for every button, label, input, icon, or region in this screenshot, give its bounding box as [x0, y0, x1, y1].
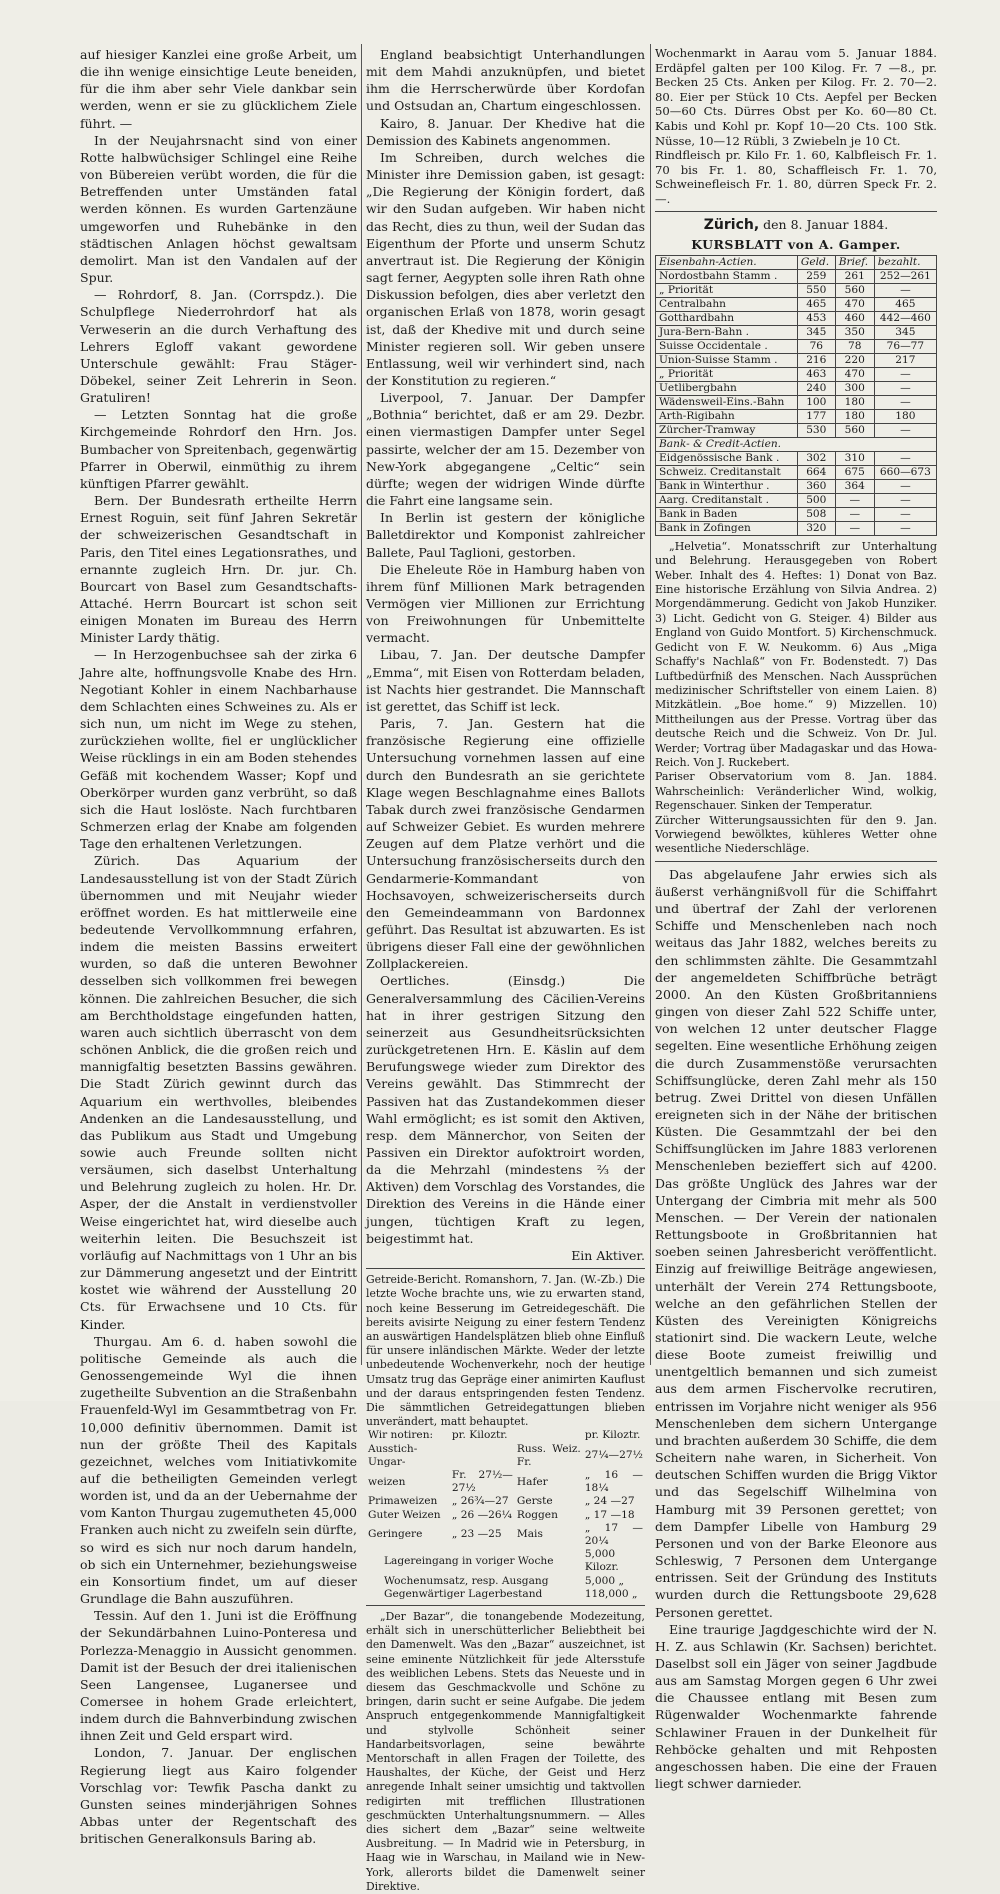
article-herzogenbuchsee: — In Herzogenbuchsee sah der zirka 6 Jahre alte, hoffnungsvolle Knabe des Hrn. Negotiant Kohler in einem Nachbarhause dem Schlachten eines Schweines zu. Als er sich nun, um nicht im Wege zu stehen, zurückziehen wollte, fiel er unglücklicher Weise rücklings in ein am Boden stehendes Gefäß mit kochendem Wasser; Kopf und Oberkörper wurden ganz verbrüht, so daß sich die Haut loslöste. Nach furchtbaren Schmerzen erlag der Knabe am folgenden Tage den erhaltenen Verletzungen. [80, 647, 357, 852]
wochenmarkt-aarau: Wochenmarkt in Aarau vom 5. Januar 1884. Erdäpfel galten per 100 Kilog. Fr. 7 —8., pr. Becken 25 Cts. Anken per Kilog. Fr. 2. 70—2. 80. Eier per Stück 10 Cts. Aepfel per Becken 50—60 Cts. Dürres Obst per Ko. 60—80 Ct. Kabis und Kohl pr. Kopf 10—20 Cts. 100 Stk. Nüsse, 10—12 Rübli, 3 Zwiebeln je 10 Ct. [655, 46, 937, 148]
article-london: London, 7. Januar. Der englischen Regierung liegt aus Kairo folgender Vorschlag vor: Tewfik Pascha dankt zu Gunsten seines minderjährigen Sohnes Abbas unter der Regentschaft des britischen Generalkonsuls Baring ab. [80, 1745, 357, 1847]
table-row [656, 339, 937, 353]
table-cell: — [874, 283, 936, 297]
article-oertliches: Oertliches. (Einsdg.) Die Generalversammlung des Cäcilien-Vereins hat in ihrer gestrigen Sitzung den seinerzeit aus Gesundheitsrücksichten zurückgetretenen Hrn. E. Käslin auf dem Berufungswege wieder zum Direktor des Vereins gewählt. Das Stimmrecht der Passiven hat das Zustandekommen dieser Wahl ermöglicht; es ist somit den Aktiven, resp. dem Männerchor, von Seiten der Passiven ein Direktor aufoktroirt worden, da die Mehrzahl (mindestens ⅔ der Aktiven) dem Vorschlag des Vorstandes, die Direktion des Vereins in die Hände einer jungen, tüchtigen Kraft zu legen, beigestimmt hat. [366, 973, 645, 1246]
table-cell: Aarg. Creditanstalt . [656, 493, 798, 507]
table-cell: weizen [368, 1475, 406, 1488]
table-cell [450, 1443, 515, 1469]
article-libau: Libau, 7. Jan. Der deutsche Dampfer „Emma“, mit Eisen von Rotterdam beladen, ist Nachts hier gestrandet. Die Mannschaft ist gerettet, das Schiff ist leck. [366, 647, 645, 714]
table-cell: pr. Kiloztr. [451, 1429, 508, 1442]
article-signature: Ein Aktiver. [571, 1247, 645, 1263]
article-thurgau: Thurgau. Am 6. d. haben sowohl die politische Gemeinde als auch die Genossengemeinde Wyl die ihnen zugetheilte Subvention an die Straßenbahn Frauenfeld-Wyl im Gesammtbetrag von Fr. 10,000 definitiv übernommen. Damit ist nun der größte Theil des Kapitals gezeichnet, welches vom Initiativkomite auf die betheiligten Gemeinden verlegt worden ist, und da an der Uebernahme der vom Kanton Thurgau zugemutheten 45,000 Franken auch nicht zu zweifeln sein dürfte, so wird es sich nur noch darum handeln, ob sich ein Unternehmer, beziehungsweise ein Konsortium findet, um auf dieser Grundlage die Bahn auszuführen. [80, 1333, 357, 1607]
table-row [656, 269, 937, 283]
table-cell: „ Priorität [656, 283, 798, 297]
article-neujahrsnacht: In der Neujahrsnacht sind von einer Rotte halbwüchsiger Schlingel eine Reihe von Bübereien verübt worden, die für die Betreffenden unter Umständen fatal werden können. Es wurden Gartenzäune umgeworfen und Ruhebänke in den städtischen Anlagen höchst gewaltsam demolirt. Man ist den Vandalen auf der Spur. [80, 132, 357, 286]
table-cell: 261 [835, 269, 874, 283]
table-row [656, 465, 937, 479]
table-cell: pr. Kiloztr. [584, 1429, 641, 1442]
table-header: bezahlt. [874, 255, 936, 269]
table-row [656, 409, 937, 423]
table-cell: Wädensweil-Eins.-Bahn [656, 395, 798, 409]
notices [655, 540, 937, 857]
table-cell: 660—673 [874, 465, 936, 479]
table-row [656, 367, 937, 381]
table-cell: — [874, 451, 936, 465]
table-cell: „ 26¾—27 [451, 1495, 509, 1508]
table-row [366, 1588, 645, 1601]
table-cell: 345 [797, 325, 835, 339]
table-cell: 550 [797, 283, 835, 297]
getreide-table [366, 1429, 645, 1601]
table-cell: Gotthardbahn [656, 311, 798, 325]
table-row [656, 521, 937, 535]
table-cell: Roggen [516, 1508, 558, 1521]
table-cell: „ 26 —26¼ [451, 1508, 512, 1521]
article-schiffahrt: Das abgelaufene Jahr erwies sich als äußerst verhängnißvoll für die Schiffahrt und übertraf der Zahl der verlorenen Schiffe und Menschenleben nach noch weitaus das Jahr 1882, welches bereits zu den schlimmsten zählte. Die Gesammtzahl der angemeldeten Schiffbrüche beträgt 2000. An den Küsten Großbritanniens gingen von dieser Zahl 522 Schiffe unter, von welchen 12 unter deutscher Flagge segelten. Eine wesentliche Erhöhung zeigen die durch Zusammenstöße verursachten Schiffsunglücke, deren Zahl mehr als 150 betrug. Zwei Drittel von diesen Unfällen ereigneten sich in der Nähe der britischen Küsten. Die Gesammtzahl der bei den Schiffsunglücken im Jahre 1883 verlorenen Menschenleben bezieffert sich auf 4200. Das größte Unglück des Jahres war der Untergang der Cimbria mit mehr als 500 Menschen. — Der Verein der nationalen Rettungsboote in Großbritannien hat soeben seinen Jahresbericht veröffentlicht. Einzig auf freiwillige Beiträge angewiesen, unterhält der Verein 274 Rettungsboote, welche an den gefährlichen Stellen der Küsten des Vereinigten Königreichs stationirt sind. Die wackern Leute, welche diese Boote zumeist freiwillig und unentgeltlich bemannen und sich zumeist aus dem armen Fischervolke recrutiren, entrissen im Vorjahre nicht weniger als 956 Menschenleben dem sichern Untergange und brachten außerdem 30 Schiffe, die dem Scheitern nahe waren, in Sicherheit. Von deutschen Schiffen wurden die Brigg Viktor und das Segelschiff Wilhelmina von Hamburg mit 39 Personen gerettet; von dem Dampfer Libelle von Hamburg 29 Personen und von der Barke Eleonore aus Schleswig, 7 Personen dem Untergange entrissen. Seit der Gründung des Instituts wurden durch die Rettungsboote 29,628 Personen gerettet. [655, 866, 937, 1620]
divider [655, 861, 937, 862]
table-cell: „ 24 —27 [584, 1495, 635, 1508]
article-jagdgeschichte: Eine traurige Jagdgeschichte wird der N. H. Z. aus Schlawin (Kr. Sachsen) berichtet. Daselbst soll ein Jäger von seiner Jagdbude aus am Samstag Morgen gegen 6 Uhr zwei die Chaussee entlang mit Besen zum Rügenwalder Wochenmarkte fahrende Schlawiner Frauen in der Dunkelheit für Rehböcke gehalten und mit Rehposten angeschossen haben. Die eine der Frauen liegt schwer darnieder. [655, 1621, 937, 1792]
table-cell: Union-Suisse Stamm . [656, 353, 798, 367]
table-cell: Primaweizen [368, 1495, 438, 1508]
table-cell: 442—460 [874, 311, 936, 325]
table-cell: 217 [874, 353, 936, 367]
table-cell: Suisse Occidentale . [656, 339, 798, 353]
article-zuerich-aquarium: Zürich. Das Aquarium der Landesausstellung ist von der Stadt Zürich übernommen und mit Neujahr wieder eröffnet worden. Es hat mittlerweile eine bedeutende Vervollkommnung erfahren, indem die meisten Bassins erweitert wurden, so daß die unteren Bewohner desselben sich vollkommen frei bewegen können. Die zahlreichen Besucher, die sich am Berchtholdstage eingefunden hatten, waren auch sichtlich überrascht von dem schönen Anblick, die die großen reich und mannigfaltig besetzten Bassins gewähren. Die Stadt Zürich gewinnt durch das Aquarium ein werthvolles, bleibendes Andenken an die Landesausstellung, und das Publikum aus Stadt und Umgebung sowie auch Freunde sollten nicht versäumen, sich daselbst Unterhaltung und Belehrung zugleich zu holen. Hr. Dr. Asper, der die Anstalt in verdienstvoller Weise eingerichtet hat, wird dieselbe auch weiterhin leiten. Die Besuchszeit ist vorläufig auf Nachmittags von 1 Uhr an bis zur Dämmerung angesetzt und der Eintritt kostet wie während der Ausstellung 20 Cts. für Erwachsene und 10 Cts. für Kinder. [80, 853, 357, 1332]
table-cell: Gerste [516, 1495, 553, 1508]
column-rule [361, 44, 362, 1365]
kursblatt-date: den 8. Januar 1884. [763, 216, 889, 232]
table-cell: Mais [516, 1528, 543, 1541]
table-cell: 180 [835, 409, 874, 423]
table-cell: — [874, 423, 936, 437]
table-cell: 118,000 „ [584, 1587, 638, 1600]
table-row [656, 353, 937, 367]
table-cell: 180 [835, 395, 874, 409]
getreide-bericht [366, 1273, 645, 1601]
table-cell: Wir notiren: [368, 1429, 434, 1442]
table-row [656, 283, 937, 297]
table-cell: 240 [797, 381, 835, 395]
pariser-observatorium: Pariser Observatorium vom 8. Jan. 1884. Wahrscheinlich: Veränderlicher Wind, wolkig, Regenschauer. Sinken der Temperatur. [655, 770, 937, 813]
table-cell: 530 [797, 423, 835, 437]
table-cell: 508 [797, 507, 835, 521]
table-cell: — [874, 507, 936, 521]
table-row [656, 507, 937, 521]
article-bern: Bern. Der Bundesrath ertheilte Herrn Ernest Roguin, seit fünf Jahren Sekretär der schweizerischen Gesandtschaft in Paris, den Titel eines Legationsrathes, und ernannte zugleich Hrn. Dr. jur. Ch. Bourcart von Basel zum Gesandtschafts-Attaché. Herrn Bourcart ist schon seit einigen Monaten im Bureau des Herrn Minister Lardy thätig. [80, 493, 357, 646]
table-cell: 320 [797, 521, 835, 535]
table-cell: 345 [874, 325, 936, 339]
table-cell: „ 17 —18 [584, 1508, 635, 1521]
article-ministerschreiben: Im Schreiben, durch welches die Minister ihre Demission gaben, ist gesagt: „Die Regierung der Königin fordert, daß wir den Sudan aufgeben. Wir haben nicht das Recht, dies zu thun, weil der Sudan das Eigenthum der Pforte und unserm Schutz anvertraut ist. Die Regierung der Königin sagt ferner, Aegypten solle ihren Rath ohne Diskussion befolgen, dies aber verletzt den organischen Erlaß von 1878, worin gesagt ist, daß der Khedive mit und durch seine Minister regieren soll. Wir geben unsere Entlassung, weil wir verhindert sind, nach der Konstitution zu regieren.“ [366, 149, 645, 388]
kursblatt-title: KURSBLATT von A. Gamper. [691, 236, 901, 252]
article-paris: Paris, 7. Jan. Gestern hat die französische Regierung eine offizielle Untersuchung vornehmen lassen auf eine durch den Bundesrath an sie gerichtete Klage wegen Beschlagnahme eines Ballots Tabak durch zwei französische Gendarmen auf Schweizer Gebiet. Es wurden mehrere Zeugen auf dem Platze verhört und die Untersuchung französischerseits durch den Gendarmerie-Kommandant von Hochsavoyen, schweizerischerseits durch den Gemeindeammann von Bardonnex geführt. Das Resultat ist abzuwarten. Es ist übrigens dieser Fall eine der gewöhnlichen Zollplackereien. [366, 716, 645, 972]
table-cell: — [874, 479, 936, 493]
table-row [656, 423, 937, 437]
zuercher-witterung: Zürcher Witterungsaussichten für den 9. Jan. Vorwiegend bewölktes, kühleres Wetter ohne wesentliche Niederschläge. [655, 813, 937, 856]
table-row [656, 381, 937, 395]
table-cell: Jura-Bern-Bahn . [656, 325, 798, 339]
divider [366, 1605, 645, 1606]
table-cell: — [874, 493, 936, 507]
table-cell: 500 [797, 493, 835, 507]
table-section: Bank- & Credit-Actien. [656, 437, 937, 451]
table-cell: — [874, 381, 936, 395]
table-row [366, 1522, 645, 1548]
divider [366, 1268, 645, 1269]
table-cell: — [835, 521, 874, 535]
table-row [656, 311, 937, 325]
table-row [366, 1469, 645, 1495]
kursblatt-dateline [655, 216, 937, 234]
kursblatt-table [655, 255, 937, 536]
table-cell: „ 17 —20¼ [584, 1521, 643, 1547]
table-cell: 675 [835, 465, 874, 479]
table-cell: Bank in Winterthur . [656, 479, 798, 493]
article-berlin: In Berlin ist gestern der königliche Balletdirektor und Komponist zahlreicher Ballete, Paul Taglioni, gestorben. [366, 510, 645, 560]
table-header: Brief. [835, 255, 874, 269]
table-cell: Guter Weizen [368, 1508, 441, 1521]
article-rohrdorf: — Rohrdorf, 8. Jan. (Corrspdz.). Die Schulpflege Niederrohrdorf hat als Verweserin an die durch Verhaftung des Lehrers Egloff vakant gewordene Unterschule gewählt: Frau Stäger-Döbekel, seiner Zeit Lehrerin in Seon. Gratuliren! [80, 287, 357, 406]
table-cell: 364 [835, 479, 874, 493]
table-row [366, 1429, 645, 1442]
table-cell: Fr. 27½—27½ [451, 1468, 513, 1495]
table-cell: — [835, 493, 874, 507]
column-rule [650, 44, 651, 1365]
table-header: Geld. [797, 255, 835, 269]
table-cell: 100 [797, 395, 835, 409]
table-cell: 560 [835, 283, 874, 297]
table-cell: 76—77 [874, 339, 936, 353]
table-cell: 259 [797, 269, 835, 283]
table-cell [515, 1429, 583, 1442]
article-kanzlei: auf hiesiger Kanzlei eine große Arbeit, um die ihn wenige einsichtige Leute beneiden, für die ihm aber sehr Viele dankbar sein werden, wenn er sie zu glücklichem Ziele führt. — [80, 47, 357, 131]
table-cell: „ Priorität [656, 367, 798, 381]
article-tessin: Tessin. Auf den 1. Juni ist die Eröffnung der Sekundärbahnen Luino-Ponteresa und Porlezza-Menaggio in Aussicht genommen. Damit ist der Besuch der drei italienischen Seen Langensee, Luganersee und Comersee in hohem Grade erleichtert, indem durch die Bahnverbindung zwischen ihnen Zeit und Geld erspart wird. [80, 1608, 357, 1744]
table-cell: Nordostbahn Stamm . [656, 269, 798, 283]
table-row [366, 1443, 645, 1469]
table-row [656, 325, 937, 339]
table-header: Eisenbahn-Actien. [656, 255, 798, 269]
table-cell: Hafer [516, 1475, 548, 1488]
table-cell: 453 [797, 311, 835, 325]
table-cell: 460 [835, 311, 874, 325]
fleischpreise: Rindfleisch pr. Kilo Fr. 1. 60, Kalbfleisch Fr. 1. 70 bis Fr. 1. 80, Schaffleisch Fr. 1. 70, Schweinefleisch Fr. 1. 80, dürren Speck Fr. 2. —. [655, 148, 937, 206]
table-cell: 465 [797, 297, 835, 311]
table-cell: 302 [797, 451, 835, 465]
article-kirchgemeinde: — Letzten Sonntag hat die große Kirchgemeinde Rohrdorf den Hrn. Jos. Bumbacher von Spreitenbach, gegenwärtig Pfarrer in Oberwil, einmüthig zu ihrem künftigen Pfarrer gewählt. [80, 407, 357, 491]
table-cell: 252—261 [874, 269, 936, 283]
table-cell: Bank in Zofingen [656, 521, 798, 535]
table-row [656, 297, 937, 311]
table-cell: Zürcher-Tramway [656, 423, 798, 437]
table-cell: 27¼—27½ [584, 1449, 643, 1462]
table-cell: 470 [835, 297, 874, 311]
wochenmarkt-block [655, 46, 937, 207]
table-row [656, 479, 937, 493]
table-row [656, 395, 937, 409]
article-kairo: Kairo, 8. Januar. Der Khedive hat die Demission des Kabinets angenommen. [366, 115, 645, 148]
table-section-row [656, 437, 937, 451]
column-middle [366, 46, 645, 1893]
article-liverpool: Liverpool, 7. Januar. Der Dampfer „Bothnia“ berichtet, daß er am 29. Dezbr. einen viermastigen Dampfer unter Segel passirte, welcher der am 15. Dezember von New-York abgegangene „Celtic“ sein dürfte; wegen der widrigen Winde dürfte die Fahrt eine langsame sein. [366, 390, 645, 509]
table-cell: Uetlibergbahn [656, 381, 798, 395]
table-cell: Bank in Baden [656, 507, 798, 521]
article-helvetia: „Helvetia“. Monatsschrift zur Unterhaltung und Belehrung. Herausgegeben von Robert Weber. Inhalt des 4. Heftes: 1) Donat von Baz. Eine historische Erzählung von Silvia Andrea. 2) Morgendämmerung. Gedicht von Jakob Hunziker. 3) Licht. Gedicht von G. Steiger. 4) Bilder aus England von Guido Montfort. 5) Kirchenschmuck. Gedicht von F. W. Neukomm. 6) Aus „Miga Schaffy's Nachlaß“ von Fr. Bodenstedt. 7) Das Luftbedürfniß des Menschen. Nach Aussprüchen medizinischer Schriftsteller von einem Laien. 8) Mitzkätlein. „Boe home.“ 9) Mizzellen. 10) Mittheilungen aus der Presse. Vortrag über das deutsche Reich und die Schweiz. Von Dr. Jul. Werder; Vortrag über Madagaskar und das Howa-Reich. Von J. Ruckebert. [655, 539, 937, 769]
table-cell: 216 [797, 353, 835, 367]
table-row [656, 493, 937, 507]
table-cell: „ 23 —25 [451, 1528, 502, 1541]
table-cell: Wochenumsatz, resp. Ausgang [384, 1574, 549, 1587]
table-cell: Gegenwärtiger Lagerbestand [384, 1587, 543, 1600]
table-cell: Ausstich-Ungar- [368, 1442, 418, 1468]
table-cell: Arth-Rigibahn [656, 409, 798, 423]
table-cell: 360 [797, 479, 835, 493]
table-cell: Lagereingang in voriger Woche [384, 1554, 554, 1567]
table-cell: 465 [874, 297, 936, 311]
getreide-intro: Getreide-Bericht. Romanshorn, 7. Jan. (W.-Zb.) Die letzte Woche brachte uns, wie zu erwarten stand, noch keine Besserung im Getreidegeschäft. Die bereits avisirte Neigung zu einer festern Tendenz an auswärtigen Handelsplätzen blieb ohne Einfluß für unsere inländischen Märkte. Weder der letzte unbedeutende Wochenverkehr, noch der heutige Umsatz trug das Gepräge einer animirten Kauflust und der daraus entspringenden festen Tendenz. Die sämmtlichen Getreidegattungen blieben unverändert, matt behauptet. [366, 1273, 645, 1429]
table-cell: 664 [797, 465, 835, 479]
table-cell: 76 [797, 339, 835, 353]
table-row [366, 1548, 645, 1574]
divider [655, 211, 937, 212]
article-hamburg: Die Eheleute Röe in Hamburg haben von ihrem fünf Millionen Mark betragenden Vermögen vier Millionen zur Errichtung von Freiwohnungen für Unbemittelte vermacht. [366, 561, 645, 646]
table-cell: 350 [835, 325, 874, 339]
table-cell: Schweiz. Creditanstalt [656, 465, 798, 479]
table-cell: 470 [835, 367, 874, 381]
table-cell: 463 [797, 367, 835, 381]
table-cell: 220 [835, 353, 874, 367]
table-header-row [656, 255, 937, 269]
column-right [655, 46, 937, 1792]
table-cell: 310 [835, 451, 874, 465]
table-cell: 560 [835, 423, 874, 437]
table-cell: — [874, 395, 936, 409]
table-cell: 180 [874, 409, 936, 423]
article-england-mahdi: England beabsichtigt Unterhandlungen mit dem Mahdi anzuknüpfen, und bietet ihm die Herrscherwürde über Kordofan und Ostsudan an, Chartum eingeschlossen. [366, 47, 645, 114]
table-cell: — [835, 507, 874, 521]
table-cell: 78 [835, 339, 874, 353]
table-cell: 5,000 Kilozr. [584, 1548, 619, 1574]
table-cell: Russ. Weiz. Fr. [516, 1442, 581, 1468]
table-row [366, 1495, 645, 1508]
table-cell: 177 [797, 409, 835, 423]
table-cell: 5,000 „ [584, 1574, 624, 1587]
table-cell: Centralbahn [656, 297, 798, 311]
article-bazar: „Der Bazar“, die tonangebende Modezeitung, erhält sich in unerschütterlicher Beliebtheit bei den Damenwelt. Was den „Bazar“ auszeichnet, ist seine eminente Nützlichkeit für jede Altersstufe des weiblichen Lebens. Stets das Neueste und in diesem das Geschmackvolle und Schöne zu bringen, darin sucht er seine Aufgabe. Die jedem Anspruch entgegenkommende Mannigfaltigkeit und stylvolle Schönheit seiner Handarbeitsvorlagen, seine bewährte Mentorschaft in allen Fragen der Toilette, des Haushaltes, der Küche, der Geist und Herz anregende Inhalt seiner umsichtig und taktvollen redigirten mit trefflichen Illustrationen geschmückten Unterhaltungsnummern. — Alles dies sichert dem „Bazar“ seine weltweite Ausbreitung. — In Madrid wie in Petersburg, in Haag wie in Warschau, in Mailand wie in New-York, allerorts bildet die Damenwelt seiner Direktive. [366, 1609, 645, 1893]
table-cell: Geringere [368, 1528, 423, 1541]
table-cell: 300 [835, 381, 874, 395]
table-cell: „ 16 —18¼ [584, 1468, 643, 1495]
kursblatt-city: Zürich, [703, 216, 760, 233]
table-cell: — [874, 521, 936, 535]
table-cell: — [874, 367, 936, 381]
table-cell: Eidgenössische Bank . [656, 451, 798, 465]
table-row [656, 451, 937, 465]
column-left [80, 46, 357, 1847]
table-row [366, 1509, 645, 1522]
table-row [366, 1575, 645, 1588]
